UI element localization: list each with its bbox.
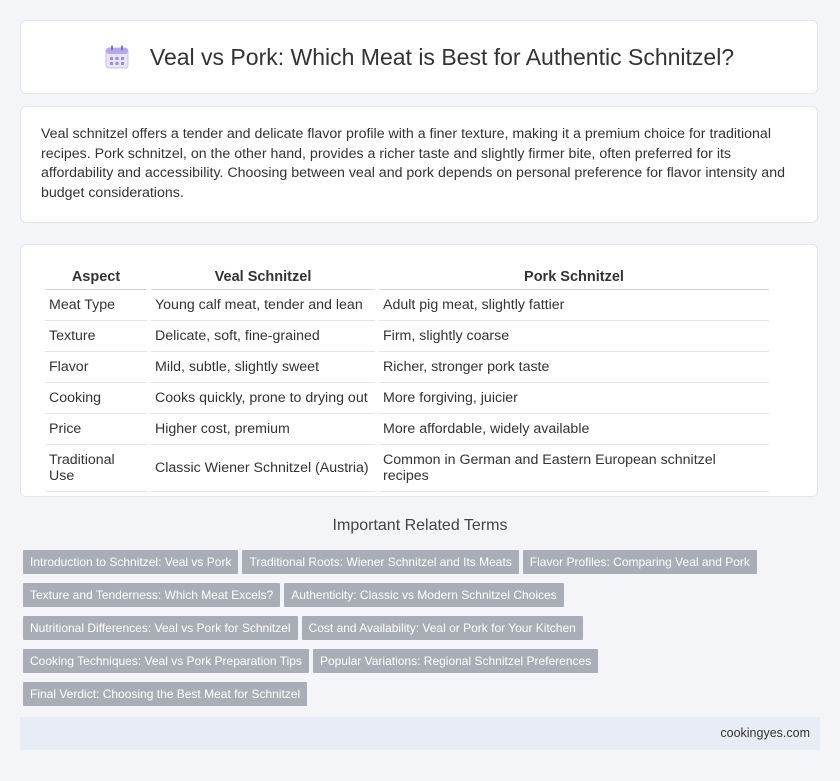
related-tag-link[interactable]: Popular Variations: Regional Schnitzel Preferences [313,649,598,673]
related-tag-link[interactable]: Nutritional Differences: Veal vs Pork for Schnitzel [23,616,298,640]
site-link[interactable]: cookingyes.com [720,726,810,740]
table-cell: Meat Type [45,290,147,321]
table-cell: Cooks quickly, prone to drying out [151,383,375,414]
intro-card [20,106,818,223]
footer [20,717,820,750]
table-cell: Delicate, soft, fine-grained [151,321,375,352]
table-cell: Young calf meat, tender and lean [151,290,375,321]
table-cell: Traditional Use [45,445,147,492]
table-header-row [45,265,769,290]
intro-text: Veal schnitzel offers a tender and delicate flavor profile with a finer texture, making it a premium choice for traditional recipes. Pork schnitzel, on the other hand, provides a richer taste and slightly firmer bite, often preferred for its affordability and accessibility. Choosing between veal and pork depends on personal preference for flavor intensity and budget considerations. [41,126,785,201]
related-tag-link[interactable]: Traditional Roots: Wiener Schnitzel and Its Meats [242,550,518,574]
table-cell: Common in German and Eastern European schnitzel recipes [379,445,769,492]
table-cell: Texture [45,321,147,352]
related-tag-link[interactable]: Cost and Availability: Veal or Pork for Your Kitchen [302,616,583,640]
related-tag-link[interactable]: Introduction to Schnitzel: Veal vs Pork [23,550,238,574]
table-row [45,321,769,352]
title-card [20,20,818,94]
table-cell: More affordable, widely available [379,414,769,445]
table-cell: More forgiving, juicier [379,383,769,414]
comparison-table [41,265,773,492]
table-row [45,290,769,321]
table-cell: Cooking [45,383,147,414]
table-row [45,383,769,414]
table-cell: Adult pig meat, slightly fattier [379,290,769,321]
table-row [45,445,769,492]
calendar-icon [104,44,130,70]
column-header: Pork Schnitzel [379,265,769,290]
table-card [20,244,818,497]
table-cell: Flavor [45,352,147,383]
column-header: Aspect [45,265,147,290]
table-cell: Mild, subtle, slightly sweet [151,352,375,383]
table-cell: Richer, stronger pork taste [379,352,769,383]
table-row [45,414,769,445]
related-tag-link[interactable]: Final Verdict: Choosing the Best Meat for Schnitzel [23,682,307,706]
table-cell: Higher cost, premium [151,414,375,445]
table-row [45,352,769,383]
table-cell: Classic Wiener Schnitzel (Austria) [151,445,375,492]
page-title: Veal vs Pork: Which Meat is Best for Authentic Schnitzel? [149,43,735,70]
related-tag-link[interactable]: Texture and Tenderness: Which Meat Excels? [23,583,280,607]
related-tag-link[interactable]: Authenticity: Classic vs Modern Schnitzel Choices [284,583,563,607]
column-header: Veal Schnitzel [151,265,375,290]
related-tag-link[interactable]: Cooking Techniques: Veal vs Pork Preparation Tips [23,649,309,673]
related-tag-link[interactable]: Flavor Profiles: Comparing Veal and Pork [523,550,757,574]
related-terms-heading: Important Related Terms [332,517,508,534]
table-cell: Price [45,414,147,445]
table-cell: Firm, slightly coarse [379,321,769,352]
related-tags [23,550,813,715]
